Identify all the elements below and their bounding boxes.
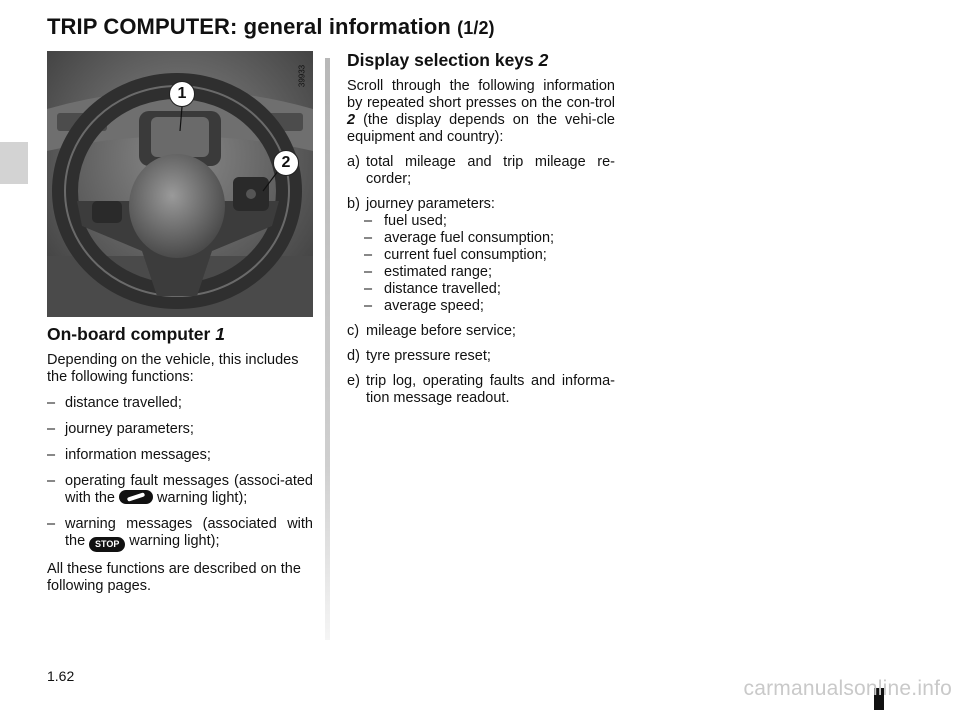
- column-divider: [325, 58, 330, 640]
- page-title: [47, 14, 495, 40]
- function-item-text: journey parameters;: [65, 421, 194, 437]
- section-tab: [0, 142, 28, 184]
- journey-parameter-item: – average fuel consumption;: [364, 230, 615, 247]
- function-item: [47, 395, 313, 412]
- function-item-text: warning messages (associated with the: [65, 516, 313, 549]
- journey-parameter-item: – current fuel consumption;: [364, 247, 615, 264]
- onboard-computer-intro: Depending on the vehicle, this includes the following functions:: [47, 352, 299, 385]
- dash-bullet: –: [47, 395, 56, 411]
- function-item-text: distance travelled;: [65, 395, 182, 411]
- display-item-text: mileage before service;: [366, 323, 516, 339]
- dash-bullet: –: [47, 516, 56, 532]
- onboard-computer-heading-number: 1: [215, 324, 225, 344]
- watermark: carmanualsonline.info: [743, 677, 952, 700]
- display-item-mark: e): [347, 373, 360, 389]
- display-item-mark: c): [347, 323, 360, 339]
- function-item-text-end: warning light);: [157, 490, 248, 506]
- page-title-part: (1/2): [457, 18, 495, 38]
- function-item: [47, 421, 313, 438]
- function-item: [47, 516, 313, 552]
- onboard-computer-outro: All these functions are described on the following pages.: [47, 561, 301, 594]
- wrench-warning-icon: [119, 490, 153, 504]
- display-selection-heading-text: Display selection keys: [347, 50, 534, 70]
- dash-bullet: –: [47, 421, 56, 437]
- journey-parameter-item: – distance travelled;: [364, 281, 615, 298]
- function-item: [47, 447, 313, 464]
- function-item-text: operating fault messages (associ-ated with the: [65, 473, 313, 506]
- stop-warning-icon: STOP: [89, 537, 125, 552]
- function-item-text-end: warning light);: [129, 533, 220, 549]
- journey-parameters-list: [347, 213, 615, 315]
- display-selection-section: [347, 49, 615, 407]
- display-selection-heading: [347, 49, 615, 71]
- display-selection-intro-text-end: (the display depends on the vehi-cle equipment and country):: [347, 112, 615, 145]
- callout-2: 2: [273, 150, 299, 176]
- display-item-mark: a): [347, 154, 360, 170]
- journey-parameter-item: – estimated range;: [364, 264, 615, 281]
- display-selection-intro-number: 2: [347, 112, 356, 128]
- onboard-computer-heading-text: On-board computer: [47, 324, 211, 344]
- display-item: [347, 323, 615, 340]
- function-item-text: information messages;: [65, 447, 211, 463]
- journey-parameter-item: – average speed;: [364, 298, 615, 315]
- cluster-display: [151, 117, 209, 157]
- steering-wheel-hub: [129, 154, 225, 258]
- page-number: 1.62: [47, 668, 75, 684]
- display-selection-intro-text: Scroll through the following information by repeated short presses on the con-trol: [347, 78, 615, 111]
- display-item-mark: b): [347, 196, 360, 212]
- display-item-text: tyre pressure reset;: [366, 348, 491, 364]
- display-item: [347, 373, 615, 407]
- display-item-text: trip log, operating faults and informa-tion message readout.: [366, 373, 615, 406]
- display-item-text: journey parameters:: [366, 196, 495, 212]
- image-reference-number: 39933: [297, 64, 307, 88]
- function-item: [47, 473, 313, 507]
- dash-bullet: –: [47, 447, 56, 463]
- display-selection-intro: [347, 78, 615, 146]
- display-selection-heading-number: 2: [538, 50, 549, 70]
- thumbwheel-control: [246, 189, 256, 199]
- onboard-computer-heading: [47, 323, 313, 345]
- left-spoke-controls: [92, 201, 122, 223]
- display-item: [347, 348, 615, 365]
- onboard-computer-section: [47, 323, 313, 595]
- journey-parameter-item: – fuel used;: [364, 213, 615, 230]
- page-title-text: TRIP COMPUTER: general information: [47, 14, 451, 39]
- display-item-text: total mileage and trip mileage re-corder;: [366, 154, 615, 187]
- display-item: [347, 154, 615, 188]
- callout-1: 1: [169, 81, 195, 107]
- image-reference: [295, 56, 309, 96]
- dash-bullet: –: [47, 473, 56, 489]
- display-item-mark: d): [347, 348, 360, 364]
- display-item: [347, 196, 615, 315]
